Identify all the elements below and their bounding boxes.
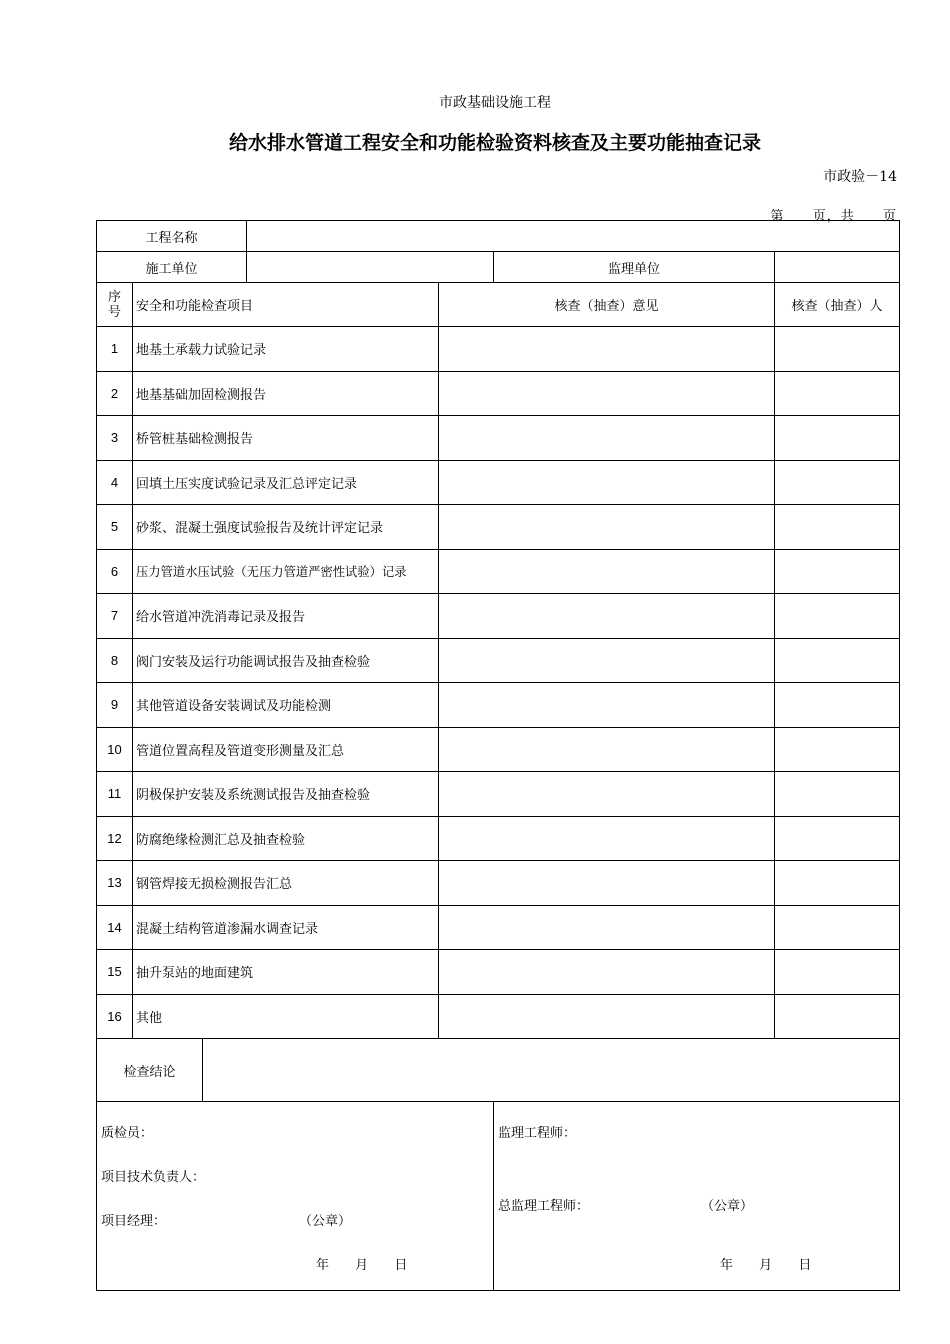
contractor-date-month: 月: [355, 1258, 369, 1273]
table-row: [97, 460, 900, 505]
table-row: [97, 416, 900, 461]
row-person-field[interactable]: [775, 638, 900, 683]
row-number: 8: [97, 638, 133, 683]
row-person-field[interactable]: [775, 460, 900, 505]
row-item: 给水管道冲洗消毒记录及报告: [133, 594, 439, 639]
table-row: [97, 727, 900, 772]
row-opinion-field[interactable]: [439, 683, 775, 728]
contractor-seal-label: （公章）: [299, 1214, 352, 1229]
table-row: [97, 327, 900, 372]
table-row: [97, 950, 900, 995]
supervisor-date-month: 月: [759, 1258, 773, 1273]
row-item: 阀门安装及运行功能调试报告及抽查检验: [133, 638, 439, 683]
row-item: 砂浆、混凝土强度试验报告及统计评定记录: [133, 505, 439, 550]
row-number: 2: [97, 371, 133, 416]
inspection-table: [96, 220, 900, 1291]
supervisor-seal-label: （公章）: [701, 1199, 754, 1214]
supervisor-date-year: 年: [720, 1258, 734, 1273]
contractor-signature-block: [97, 1102, 494, 1291]
row-opinion-field[interactable]: [439, 594, 775, 639]
row-person-field[interactable]: [775, 371, 900, 416]
construction-unit-label: 施工单位: [97, 252, 247, 283]
row-person-field[interactable]: [775, 683, 900, 728]
row-number: 13: [97, 861, 133, 906]
header-opinion: 核查（抽查）意见: [439, 283, 775, 327]
row-item: 防腐绝缘检测汇总及抽查检验: [133, 816, 439, 861]
document-title: 给水排水管道工程安全和功能检验资料核查及主要功能抽查记录: [228, 132, 761, 154]
row-number: 4: [97, 460, 133, 505]
row-number: 10: [97, 727, 133, 772]
construction-unit-field[interactable]: [247, 252, 494, 283]
contractor-date: [316, 1254, 429, 1273]
row-person-field[interactable]: [775, 549, 900, 594]
row-opinion-field[interactable]: [439, 327, 775, 372]
row-item: 桥管桩基础检测报告: [133, 416, 439, 461]
row-opinion-field[interactable]: [439, 994, 775, 1039]
row-item: 阴极保护安装及系统测试报告及抽查检验: [133, 772, 439, 817]
row-person-field[interactable]: [775, 905, 900, 950]
row-item: 混凝土结构管道渗漏水调查记录: [133, 905, 439, 950]
form-code: 市政验－14: [823, 169, 897, 185]
row-opinion-field[interactable]: [439, 772, 775, 817]
table-row: [97, 505, 900, 550]
row-number: 1: [97, 327, 133, 372]
contractor-date-day: 日: [394, 1258, 408, 1273]
table-row: [97, 549, 900, 594]
row-person-field[interactable]: [775, 594, 900, 639]
row-opinion-field[interactable]: [439, 638, 775, 683]
quality-inspector-label: 质检员：: [101, 1126, 154, 1141]
row-opinion-field[interactable]: [439, 371, 775, 416]
row-opinion-field[interactable]: [439, 861, 775, 906]
project-name-row: [97, 221, 900, 252]
table-row: [97, 683, 900, 728]
units-row: [97, 252, 900, 283]
page-label-ye-gong: 页，共: [812, 209, 855, 224]
table-header-row: [97, 283, 900, 327]
row-opinion-field[interactable]: [439, 905, 775, 950]
technical-lead-label: 项目技术负责人：: [101, 1170, 206, 1185]
conclusion-field[interactable]: [203, 1039, 900, 1102]
row-person-field[interactable]: [775, 416, 900, 461]
project-name-field[interactable]: [247, 221, 900, 252]
row-person-field[interactable]: [775, 994, 900, 1039]
table-row: [97, 994, 900, 1039]
row-item: 管道位置高程及管道变形测量及汇总: [133, 727, 439, 772]
row-person-field[interactable]: [775, 816, 900, 861]
row-opinion-field[interactable]: [439, 460, 775, 505]
supervision-unit-field[interactable]: [775, 252, 900, 283]
page-label-ye: 页: [882, 209, 897, 224]
row-number: 5: [97, 505, 133, 550]
row-item: 地基土承载力试验记录: [133, 327, 439, 372]
row-person-field[interactable]: [775, 505, 900, 550]
page-label-di: 第: [770, 209, 785, 224]
row-item: 其他: [133, 994, 439, 1039]
row-person-field[interactable]: [775, 772, 900, 817]
table-row: [97, 861, 900, 906]
row-opinion-field[interactable]: [439, 416, 775, 461]
row-item: 其他管道设备安装调试及功能检测: [133, 683, 439, 728]
table-row: [97, 638, 900, 683]
header-seq-text: 序号: [107, 289, 121, 320]
table-row: [97, 371, 900, 416]
supervision-unit-label: 监理单位: [494, 252, 775, 283]
conclusion-row: [97, 1039, 900, 1102]
supervising-engineer-label: 监理工程师：: [498, 1126, 577, 1141]
row-item: 回填土压实度试验记录及汇总评定记录: [133, 460, 439, 505]
header-person: 核查（抽查）人: [775, 283, 900, 327]
supervisor-date-day: 日: [798, 1258, 812, 1273]
row-number: 16: [97, 994, 133, 1039]
row-opinion-field[interactable]: [439, 505, 775, 550]
row-number: 11: [97, 772, 133, 817]
row-item: 压力管道水压试验（无压力管道严密性试验）记录: [133, 549, 439, 594]
signature-row: [97, 1102, 900, 1291]
row-person-field[interactable]: [775, 327, 900, 372]
header-item: 安全和功能检查项目: [133, 283, 439, 327]
row-opinion-field[interactable]: [439, 727, 775, 772]
supervisor-signature-block: [494, 1102, 900, 1291]
row-number: 15: [97, 950, 133, 995]
row-number: 6: [97, 549, 133, 594]
row-item: 地基基础加固检测报告: [133, 371, 439, 416]
supervisor-date: [720, 1254, 833, 1273]
row-number: 9: [97, 683, 133, 728]
row-opinion-field[interactable]: [439, 549, 775, 594]
header-seq: [97, 283, 133, 327]
project-manager-label: 项目经理：: [101, 1214, 167, 1229]
row-opinion-field[interactable]: [439, 816, 775, 861]
row-person-field[interactable]: [775, 727, 900, 772]
project-name-label: 工程名称: [97, 221, 247, 252]
table-row: [97, 816, 900, 861]
document-subtitle: 市政基础设施工程: [439, 95, 551, 111]
row-number: 3: [97, 416, 133, 461]
row-person-field[interactable]: [775, 861, 900, 906]
chief-supervising-engineer-label: 总监理工程师：: [498, 1199, 590, 1214]
row-person-field[interactable]: [775, 950, 900, 995]
table-row: [97, 905, 900, 950]
row-item: 抽升泵站的地面建筑: [133, 950, 439, 995]
row-opinion-field[interactable]: [439, 950, 775, 995]
table-row: [97, 594, 900, 639]
conclusion-label: 检查结论: [97, 1039, 203, 1102]
contractor-date-year: 年: [316, 1258, 330, 1273]
row-number: 12: [97, 816, 133, 861]
table-row: [97, 772, 900, 817]
row-number: 14: [97, 905, 133, 950]
row-number: 7: [97, 594, 133, 639]
row-item: 钢管焊接无损检测报告汇总: [133, 861, 439, 906]
